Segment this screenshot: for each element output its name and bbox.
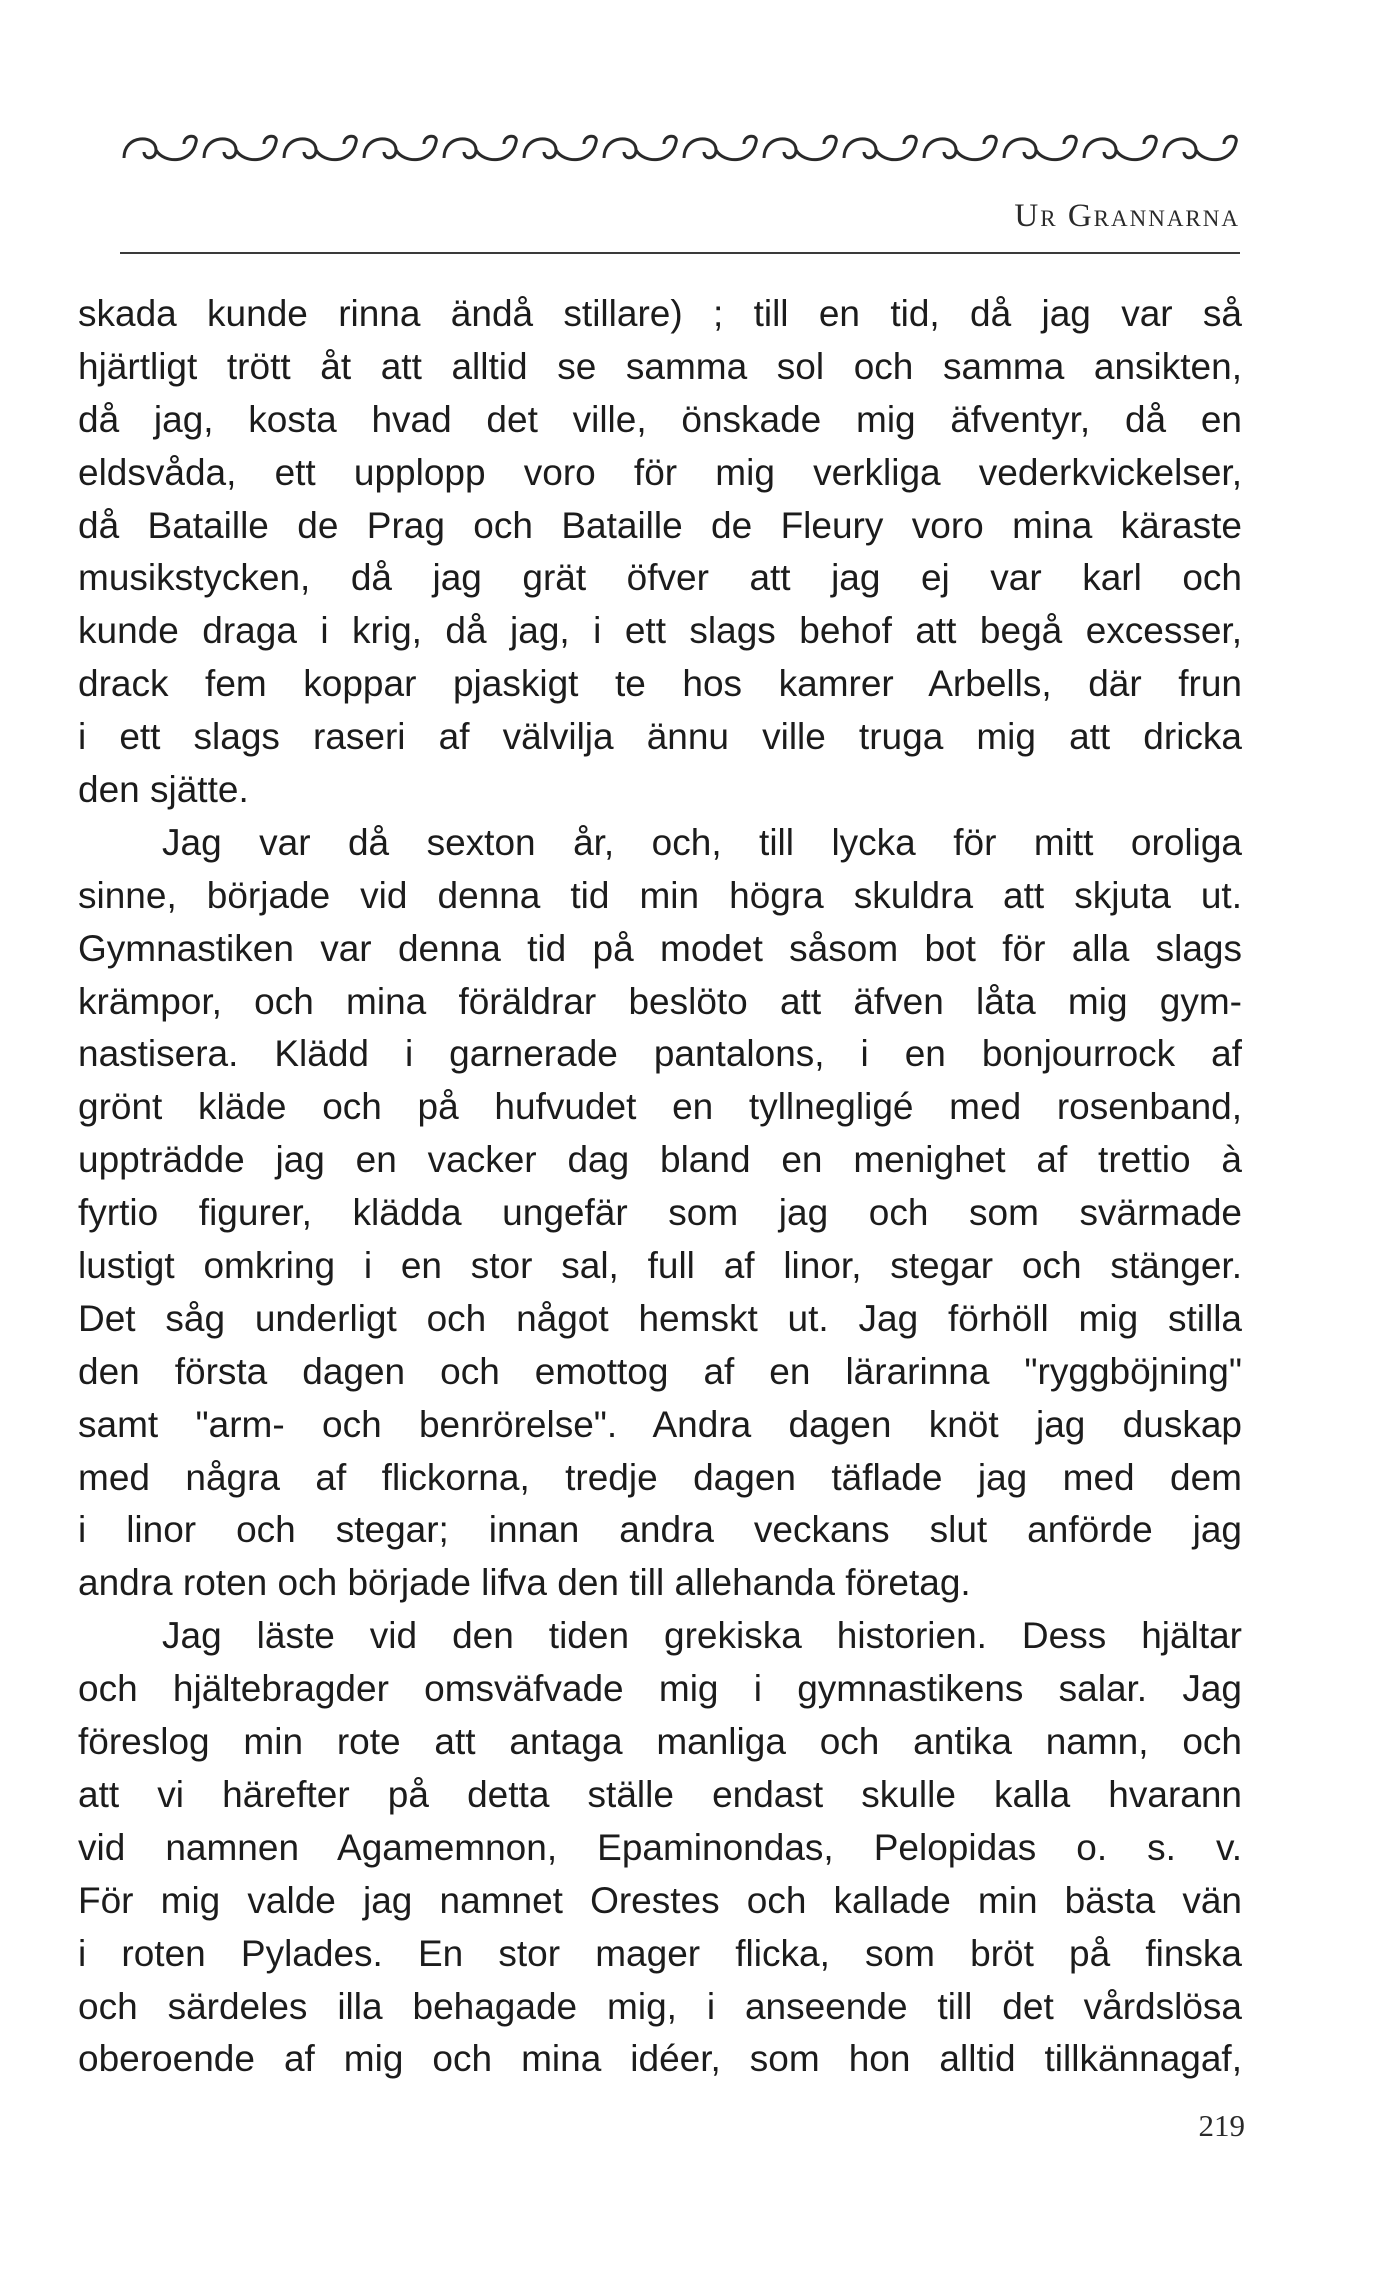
text-line: Jag var då sexton år, och, till lycka för mitt oroliga (162, 821, 1242, 863)
text-line: skada kunde rinna ändå stillare) ; till en tid, då jag var så (78, 293, 1242, 334)
text-line: i ett slags raseri af välvilja ännu ville truga mig att dricka (78, 716, 1242, 758)
text-line: krämpor, och mina föräldrar beslöto att äfven låta mig gym- (78, 980, 1242, 1022)
text-line: då jag, kosta hvad det ville, önskade mig äfventyr, då en (78, 398, 1242, 440)
text-line: fyrtio figurer, klädda ungefär som jag och som svärmade (78, 1192, 1242, 1234)
text-line: nastisera. Klädd i garnerade pantalons, i en bonjourrock af (78, 1033, 1242, 1075)
body-text (78, 288, 1242, 2086)
text-line: drack fem koppar pjaskigt te hos kamrer Arbells, där frun (78, 663, 1242, 705)
text-line: och särdeles illa behagade mig, i anseende till det vårdslösa (78, 1985, 1242, 2027)
text-line: Det såg underligt och något hemskt ut. Jag förhöll mig stilla (78, 1297, 1242, 1339)
text-line: att vi härefter på detta ställe endast skulle kalla hvarann (78, 1773, 1242, 1815)
page-number: 219 (1198, 2108, 1245, 2143)
text-line: Jag läste vid den tiden grekiska historien. Dess hjältar (162, 1615, 1242, 1657)
text-line: lustigt omkring i en stor sal, full af linor, stegar och stänger. (78, 1245, 1242, 1287)
text-line: sinne, började vid denna tid min högra skuldra att skjuta ut. (78, 874, 1242, 916)
text-line: För mig valde jag namnet Orestes och kallade min bästa vän (78, 1879, 1242, 1921)
text-line: i roten Pylades. En stor mager flicka, som bröt på finska (78, 1932, 1242, 1974)
text-line: Gymnastiken var denna tid på modet såsom bot för alla slags (78, 927, 1242, 969)
text-line: musikstycken, då jag grät öfver att jag ej var karl och (78, 557, 1242, 599)
text-line: hjärtligt trött åt att alltid se samma sol och samma ansikten, (78, 345, 1242, 387)
running-head: Ur Grannarna (1014, 198, 1240, 234)
text-line: oberoende af mig och mina idéer, som hon alltid tillkännagaf, (78, 2038, 1242, 2080)
text-line: samt "arm- och benrörelse". Andra dagen knöt jag duskap (78, 1403, 1242, 1445)
text-line: vid namnen Agamemnon, Epaminondas, Pelopidas o. s. v. (78, 1826, 1242, 1868)
text-line: grönt kläde och på hufvudet en tyllnegligé med rosenband, (78, 1086, 1242, 1128)
text-line: föreslog min rote att antaga manliga och antika namn, och (78, 1721, 1242, 1763)
text-line: den första dagen och emottog af en lärarinna "ryggböjning" (78, 1350, 1242, 1392)
text-line: den sjätte. (78, 769, 249, 811)
text-line: kunde draga i krig, då jag, i ett slags behof att begå excesser, (78, 610, 1242, 652)
header-rule (120, 252, 1240, 254)
text-line: och hjältebragder omsväfvade mig i gymnastikens salar. Jag (78, 1668, 1242, 1710)
text-line: eldsvåda, ett upplopp voro för mig verkliga vederkvickelser, (78, 451, 1242, 493)
vine-scroll-ornament (120, 128, 1240, 168)
text-line: i linor och stegar; innan andra veckans slut anförde jag (78, 1509, 1242, 1551)
text-line: då Bataille de Prag och Bataille de Fleury voro mina käraste (78, 504, 1242, 546)
text-line: med några af flickorna, tredje dagen täflade jag med dem (78, 1456, 1242, 1498)
text-line: uppträdde jag en vacker dag bland en menighet af trettio à (78, 1139, 1242, 1181)
text-line: andra roten och började lifva den till allehanda företag. (78, 1562, 971, 1604)
